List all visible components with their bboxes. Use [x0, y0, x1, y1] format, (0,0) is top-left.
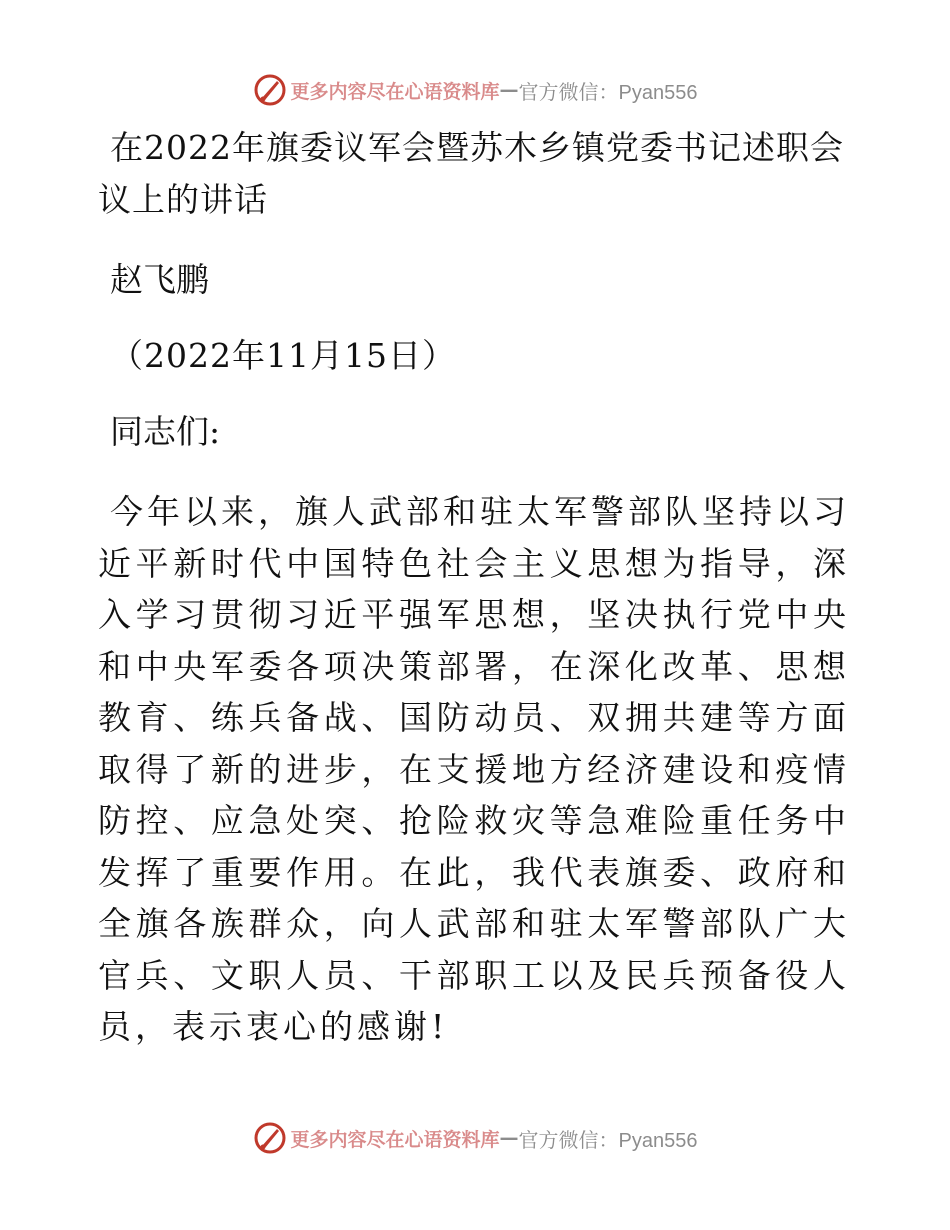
footer-watermark: [0, 1118, 950, 1158]
document-author: 赵飞鹏: [110, 260, 209, 299]
document-date: （2022年11月15日）: [110, 336, 456, 375]
document-title: 在2022年旗委议军会暨苏木乡镇党委书记述职会议上的讲话: [98, 128, 844, 219]
watermark-dash: —: [499, 1127, 519, 1149]
document-greeting: 同志们:: [110, 412, 221, 451]
watermark-main-text: 更多内容尽在心语资料库: [290, 80, 500, 103]
watermark-wechat: 官方微信：Pyan556: [518, 1129, 698, 1152]
document-body: [98, 122, 850, 1053]
watermark-wechat: 官方微信：Pyan556: [518, 81, 698, 104]
quill-logo-icon: [253, 1121, 287, 1155]
document-paragraph: 今年以来，旗人武部和驻太军警部队坚持以习近平新时代中国特色社会主义思想为指导，深入学习贯彻习近平强军思想，坚决执行党中央和中央军委各项决策部署，在深化改革、思想教育、练兵备战、国防动员、双拥共建等方面取得了新的进步，在支援地方经济建设和疫情防控、应急处突、抢险救灾等急难险重任务中发挥了重要作用。在此，我代表旗委、政府和全旗各族群众，向人武部和驻太军警部队广大官兵、文职人员、干部职工以及民兵预备役人员，表示衷心的感谢!: [98, 492, 850, 1046]
watermark-main-text: 更多内容尽在心语资料库: [290, 1128, 500, 1151]
quill-logo-icon: [253, 73, 287, 107]
watermark-dash: —: [499, 79, 519, 101]
header-watermark: [0, 70, 950, 110]
